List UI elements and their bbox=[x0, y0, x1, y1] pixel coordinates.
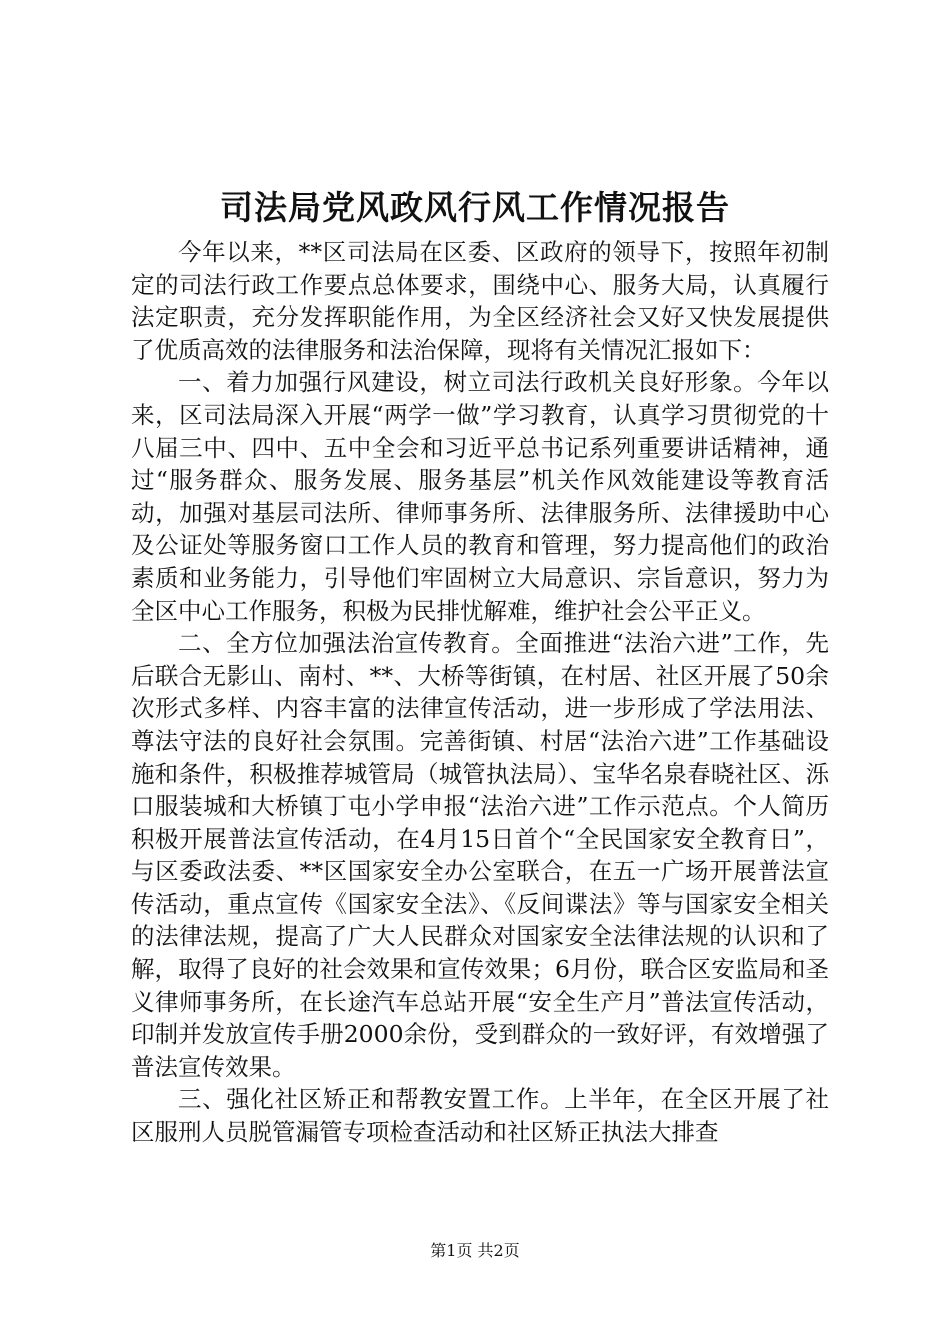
document-body bbox=[131, 236, 829, 1149]
paragraph-section-2: 二、全方位加强法治宣传教育。全面推进“法治六进”工作，先后联合无影山、南村、**、大桥等街镇，在村居、社区开展了50余次形式多样、内容丰富的法律宣传活动，进一步形成了学法用法、尊法守法的良好社会氛围。完善街镇、村居“法治六进”工作基础设施和条件，积极推荐城管局（城管执法局）、宝华名泉春晓社区、泺口服装城和大桥镇丁屯小学申报“法治六进”工作示范点。个人简历积极开展普法宣传活动，在4月15日首个“全民国家安全教育日”，与区委政法委、**区国家安全办公室联合，在五一广场开展普法宣传活动，重点宣传《国家安全法》、《反间谍法》等与国家安全相关的法律法规，提高了广大人民群众对国家安全法律法规的认识和了解，取得了良好的社会效果和宣传效果；6月份，联合区安监局和圣义律师事务所，在长途汽车总站开展“安全生产月”普法宣传活动，印制并发放宣传手册2000余份，受到群众的一致好评，有效增强了普法宣传效果。 bbox=[131, 629, 829, 1081]
paragraph-section-1: 一、着力加强行风建设，树立司法行政机关良好形象。今年以来，区司法局深入开展“两学一做”学习教育，认真学习贯彻党的十八届三中、四中、五中全会和习近平总书记系列重要讲话精神，通过“服务群众、服务发展、服务基层”机关作风效能建设等教育活动，加强对基层司法所、律师事务所、法律服务所、法律援助中心及公证处等服务窗口工作人员的教育和管理，努力提高他们的政治素质和业务能力，引导他们牢固树立大局意识、宗旨意识，努力为全区中心工作服务，积极为民排忧解难，维护社会公平正义。 bbox=[131, 368, 829, 625]
page-footer: 第1页 共2页 bbox=[430, 1241, 520, 1260]
paragraph-section-3: 三、强化社区矫正和帮教安置工作。上半年，在全区开展了社区服刑人员脱管漏管专项检查活动和社区矫正执法大排查 bbox=[131, 1085, 829, 1147]
document-title: 司法局党风政风行风工作情况报告 bbox=[220, 188, 730, 227]
paragraph-intro: 今年以来，**区司法局在区委、区政府的领导下，按照年初制定的司法行政工作要点总体要求，围绕中心、服务大局，认真履行法定职责，充分发挥职能作用，为全区经济社会又好又快发展提供了优质高效的法律服务和法治保障，现将有关情况汇报如下： bbox=[131, 238, 829, 364]
